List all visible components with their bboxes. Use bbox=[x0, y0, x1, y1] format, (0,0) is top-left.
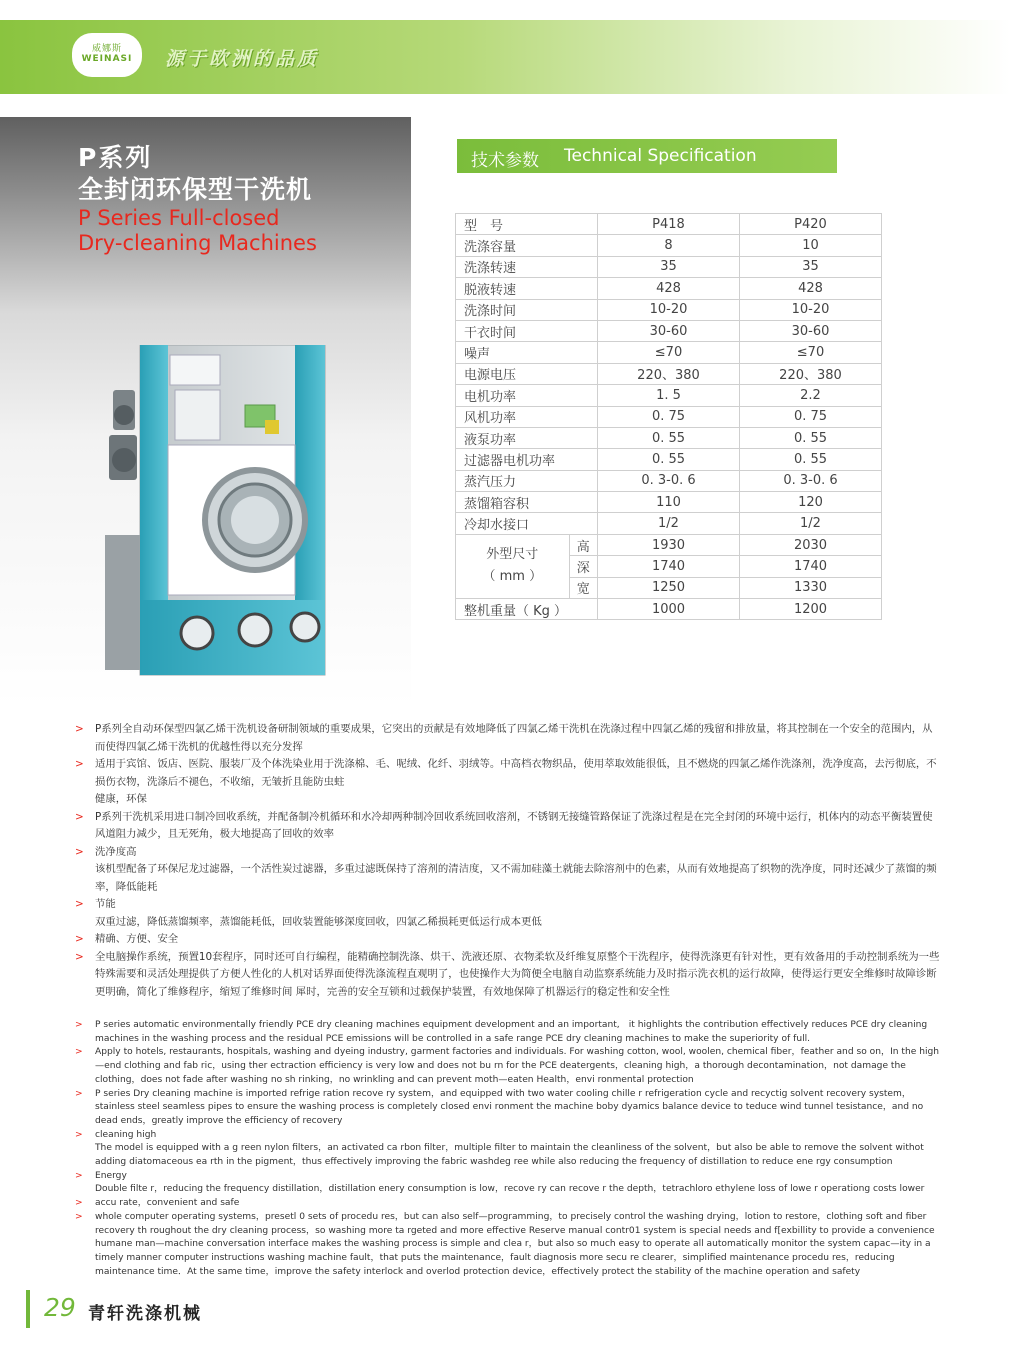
spec-header-en: Technical Specification bbox=[564, 146, 757, 166]
spec-table bbox=[455, 213, 882, 620]
feature-text: 精确、方便、安全 bbox=[95, 933, 179, 945]
bullet-arrow-icon: > bbox=[75, 1129, 83, 1140]
logo-en-text: WEINASI bbox=[81, 54, 133, 64]
product-title-en-1: P Series Full-closed bbox=[78, 206, 280, 230]
feature-text: P系列干洗机采用进口制冷回收系统，并配备制冷机循环和水冷却两种制冷回收系统回收溶剂，不锈钢无接缝管路保证了洗涤过程是在完全封闭的环境中运行，机体内的动态平衡装置使风道阻力减少，且无死角，极大地提高了回收的效率 bbox=[95, 810, 933, 840]
feature-text: 该机型配备了环保尼龙过滤器，一个活性炭过滤器，多重过滤既保持了溶剂的清洁度，又不需加硅藻土就能去除溶剂中的色素，从而有效地提高了织物的洗净度，同时还减少了蒸馏的频率，降低能耗 bbox=[95, 863, 937, 893]
spec-value-p420: 1/2 bbox=[740, 513, 882, 534]
feature-cn-item bbox=[75, 756, 940, 791]
spec-value-p420: 1200 bbox=[740, 599, 882, 620]
spec-value-p420: 428 bbox=[740, 278, 882, 299]
spec-value-p418: 0. 55 bbox=[598, 449, 740, 470]
spec-row bbox=[456, 299, 882, 320]
spec-value-p418: 30-60 bbox=[598, 320, 740, 341]
feature-en-item bbox=[75, 1142, 940, 1169]
brand-logo bbox=[72, 33, 142, 77]
spec-row bbox=[456, 342, 882, 363]
spec-value-p420: 0. 75 bbox=[740, 406, 882, 427]
spec-value-p418: 1. 5 bbox=[598, 385, 740, 406]
feature-text: 节能 bbox=[95, 898, 116, 910]
spec-label: 过滤器电机功率 bbox=[456, 449, 598, 470]
feature-cn-item bbox=[75, 896, 940, 914]
spec-label: 冷却水接口 bbox=[456, 513, 598, 534]
spec-value-p420: 1740 bbox=[740, 556, 882, 577]
feature-text: Energy bbox=[95, 1170, 127, 1181]
dimension-sublabel: 宽 bbox=[569, 577, 597, 598]
spec-label: 干衣时间 bbox=[456, 320, 598, 341]
feature-text: 全电脑操作系统，预置10套程序，同时还可自行编程，能精确控制洗涤、烘干、洗液还原、衣物柔软及纤维复原整个干洗程序，使得洗涤更有针对性，更有效备用的手动控制系统为一些特殊需要和灵活处理提供了方便人性化的人机对话界面使得洗涤流程直观明了，也使操作大为简便全电脑自动监察系统能力及时指示洗衣机的运行故障，使得运行更安全维修时故障诊断更明确，简化了维修程序，缩短了维修时间 犀时，完善的安全互锁和过载保护装置，有效地保障了机器运行的稳定性和安全性 bbox=[95, 950, 940, 998]
spec-label: 洗涤容量 bbox=[456, 235, 598, 256]
spec-value-p418: 8 bbox=[598, 235, 740, 256]
footer-brand: 青轩洗涤机械 bbox=[88, 1304, 202, 1324]
spec-value-p420: 0. 3-0. 6 bbox=[740, 470, 882, 491]
spec-value-p420: 120 bbox=[740, 492, 882, 513]
dimension-sublabel: 深 bbox=[569, 556, 597, 577]
spec-row bbox=[456, 513, 882, 534]
feature-en-item bbox=[75, 1046, 940, 1087]
spec-value-p418: 1930 bbox=[598, 534, 740, 555]
feature-text: P series automatic environmentally friendly PCE dry cleaning machines equipment development and an important, it highlights the contribution effectively reduces PCE dry cleaning machines in the washing process and the residual PCE emissions will be controlled in a safe range PCE dry cleaning machines to make the superiority of full. bbox=[95, 1020, 928, 1044]
spec-value-p420: 0. 55 bbox=[740, 427, 882, 448]
spec-row bbox=[456, 470, 882, 491]
bullet-arrow-icon: > bbox=[75, 758, 84, 770]
page-footer bbox=[26, 1290, 226, 1328]
feature-text: accu rate，convenient and safe bbox=[95, 1198, 240, 1209]
feature-cn-item bbox=[75, 844, 940, 862]
spec-value-p418: 110 bbox=[598, 492, 740, 513]
feature-text: 洗净度高 bbox=[95, 845, 137, 858]
spec-value-p418: 428 bbox=[598, 278, 740, 299]
spec-label: 型 号 bbox=[456, 214, 598, 235]
slogan: 源于欧洲的品质 bbox=[165, 48, 320, 70]
spec-value-p418: 35 bbox=[598, 256, 740, 277]
spec-value-p418: 1250 bbox=[598, 577, 740, 598]
feature-text: whole computer operating systems，presetl 0 sets of procedu res，but can also self—programming，to precisely control the washing drying，lotion to restore，clothing soft and fiber recovery th roughout the dry cleaning process，so washing more ta rgeted and more effective Reserve manual contr01 system is special needs and f[exbillity to provide a convenience humane man—machine conversation interface makes the washing process is simple and clea r，but also so much easy to operate all automatically monitor the system capac—ity in a timely manner computer instructions washing machine fault，that puts the maintenance，fault diagnosis more secu re clearer，simplified maintenance procedu res，reducing maintenance time．At the same time，improve the safety interlock and overlod protection device，effectively protect the stability of the machine operation and safety bbox=[95, 1211, 935, 1277]
bullet-arrow-icon: > bbox=[75, 950, 84, 963]
dimension-unit: （ mm ） bbox=[482, 569, 543, 585]
footer-accent-line bbox=[26, 1290, 30, 1328]
spec-row bbox=[456, 256, 882, 277]
bullet-arrow-icon: > bbox=[75, 898, 84, 910]
spec-value-p418: ≤70 bbox=[598, 342, 740, 363]
spec-value-p418: 10-20 bbox=[598, 299, 740, 320]
bullet-arrow-icon: > bbox=[75, 723, 84, 735]
bullet-arrow-icon: > bbox=[75, 1020, 83, 1030]
feature-en-item bbox=[75, 1170, 940, 1184]
feature-text: Double filte r，reducing the frequency distillation，distillation enery consumption is low，recove ry can recove r the depth，tetrachloro ethylene loss of lowe r operationg costs lower bbox=[95, 1184, 925, 1195]
spec-label: 洗涤转速 bbox=[456, 256, 598, 277]
spec-row bbox=[456, 406, 882, 427]
feature-text: The model is equipped with a g reen nylon filters，an activated ca rbon filter，multiple filter to maintain the cleanliness of the solvent，but also be able to remove the solvent withot adding diatomaceous ea rth in the pigment，thus effectively improving the fabric washdeg ree while also reducing the frequency of distillation to reduce ene rgy consumption bbox=[95, 1143, 924, 1168]
spec-row bbox=[456, 534, 882, 555]
spec-label: 噪声 bbox=[456, 342, 598, 363]
spec-row bbox=[456, 427, 882, 448]
spec-value-p418: P418 bbox=[598, 214, 740, 235]
feature-text: 适用于宾馆、饭店、医院、服装厂及个体洗染业用于洗涤棉、毛、呢绒、化纤、羽绒等。中高档衣物织品，使用萃取效能很低，且不燃烧的四氯乙烯作洗涤剂，洗净度高，去污彻底，不损伤衣物，洗涤后不褪色，不收缩，无皱折且能防虫蛀 bbox=[95, 758, 937, 788]
spec-row bbox=[456, 599, 882, 620]
feature-en-item bbox=[75, 1129, 940, 1143]
bullet-arrow-icon: > bbox=[75, 845, 84, 858]
feature-text: P系列全自动环保型四氯乙烯干洗机设备研制领域的重要成果，它突出的贡献是有效地降低了四氯乙烯干洗机在洗涤过程中四氯乙烯的残留和排放量，将其控制在一个安全的范围内，从而使得四氯乙烯干洗机的优越性得以充分发挥 bbox=[95, 723, 933, 753]
spec-row bbox=[456, 235, 882, 256]
bullet-arrow-icon: > bbox=[75, 933, 84, 945]
feature-en-item bbox=[75, 1088, 940, 1129]
spec-value-p418: 1740 bbox=[598, 556, 740, 577]
feature-cn-item bbox=[75, 791, 940, 809]
feature-en-item bbox=[75, 1183, 940, 1197]
spec-value-p420: 2030 bbox=[740, 534, 882, 555]
spec-header bbox=[457, 139, 837, 173]
feature-text: P series Dry cleaning machine is imported refrige ration recove ry system，and equipped with two water cooling chille r refrigeration cycle and recyctig solvent recovery system，stainless steel seamless pipes to ensure the washing process is completely closed envi ronment the machine boby dyamics balance device to teduce wind tunnel tesistance，and no dead ends，greatly improve the efficiency of recovery bbox=[95, 1088, 924, 1126]
spec-value-p418: 1000 bbox=[598, 599, 740, 620]
spec-row bbox=[456, 492, 882, 513]
spec-value-p420: 2.2 bbox=[740, 385, 882, 406]
spec-label: 脱液转速 bbox=[456, 278, 598, 299]
spec-row bbox=[456, 278, 882, 299]
feature-text: cleaning high bbox=[95, 1129, 157, 1140]
feature-text: 双重过滤，降低蒸馏频率，蒸馏能耗低，回收装置能够深度回收，四氯乙稀损耗更低运行成本更低 bbox=[95, 915, 542, 928]
dimension-label-cn: 外型尺寸 bbox=[486, 547, 539, 563]
feature-en-item bbox=[75, 1019, 940, 1046]
spec-label: 蒸汽压力 bbox=[456, 470, 598, 491]
bullet-arrow-icon: > bbox=[75, 1211, 83, 1222]
spec-row bbox=[456, 214, 882, 235]
spec-header-cn: 技术参数 bbox=[471, 151, 539, 171]
spec-value-p418: 0. 75 bbox=[598, 406, 740, 427]
product-title-cn-1: P系列 bbox=[78, 143, 153, 172]
spec-label: 电源电压 bbox=[456, 363, 598, 384]
feature-en-item bbox=[75, 1197, 940, 1211]
spec-value-p420: 1330 bbox=[740, 577, 882, 598]
spec-row bbox=[456, 385, 882, 406]
spec-value-p420: ≤70 bbox=[740, 342, 882, 363]
spec-value-p418: 1/2 bbox=[598, 513, 740, 534]
bullet-arrow-icon: > bbox=[75, 1170, 83, 1181]
feature-en-item bbox=[75, 1211, 940, 1280]
spec-label: 蒸馏箱容积 bbox=[456, 492, 598, 513]
spec-label: 整机重量（ Kg ） bbox=[456, 599, 598, 620]
spec-value-p420: 220、380 bbox=[740, 363, 882, 384]
spec-value-p420: 30-60 bbox=[740, 320, 882, 341]
spec-value-p420: 10 bbox=[740, 235, 882, 256]
feature-cn-item bbox=[75, 861, 940, 896]
dimension-sublabel: 高 bbox=[569, 534, 597, 555]
features-cn bbox=[75, 721, 940, 1001]
header-band bbox=[0, 20, 1011, 94]
bullet-arrow-icon: > bbox=[75, 1047, 83, 1058]
feature-cn-item bbox=[75, 914, 940, 932]
feature-text: Apply to hotels, restaurants, hospitals, washing and dyeing industry, garment factories and individuals. For washing cotton, wool, woolen, chemical fiber，feather and so on，In the high—end clothing and fab ric，using ther ectraction efficiency is very low and does not bu rn for the PCE deatergents，cleaning high，a thorough decontamination，not damage the clothing，does not fade after washing no sh rinking，no wrinkling and can prevent moth—eaten Health，envi ronmental protection bbox=[95, 1047, 940, 1085]
spec-label: 液泵功率 bbox=[456, 427, 598, 448]
spec-row bbox=[456, 320, 882, 341]
feature-cn-item bbox=[75, 949, 940, 1002]
product-title-en-2: Dry-cleaning Machines bbox=[78, 231, 317, 255]
feature-cn-item bbox=[75, 931, 940, 949]
bullet-arrow-icon: > bbox=[75, 1088, 83, 1099]
spec-value-p418: 0. 3-0. 6 bbox=[598, 470, 740, 491]
spec-value-p418: 220、380 bbox=[598, 363, 740, 384]
features-en bbox=[75, 1019, 940, 1279]
spec-value-p420: P420 bbox=[740, 214, 882, 235]
page-number: 29 bbox=[44, 1293, 76, 1322]
spec-value-p420: 35 bbox=[740, 256, 882, 277]
bullet-arrow-icon: > bbox=[75, 1198, 83, 1209]
logo-cn-text: 威娜斯 bbox=[91, 44, 122, 54]
spec-value-p418: 0. 55 bbox=[598, 427, 740, 448]
spec-row bbox=[456, 449, 882, 470]
spec-label: 洗涤时间 bbox=[456, 299, 598, 320]
spec-value-p420: 10-20 bbox=[740, 299, 882, 320]
feature-cn-item bbox=[75, 809, 940, 844]
dimension-label bbox=[456, 534, 570, 598]
feature-cn-item bbox=[75, 721, 940, 756]
spec-label: 风机功率 bbox=[456, 406, 598, 427]
feature-text: 健康，环保 bbox=[95, 793, 147, 805]
bullet-arrow-icon: > bbox=[75, 810, 84, 823]
product-title-cn-2: 全封闭环保型干洗机 bbox=[78, 175, 313, 204]
spec-row bbox=[456, 363, 882, 384]
spec-value-p420: 0. 55 bbox=[740, 449, 882, 470]
spec-label: 电机功率 bbox=[456, 385, 598, 406]
dry-cleaning-machine-illustration bbox=[95, 345, 335, 690]
